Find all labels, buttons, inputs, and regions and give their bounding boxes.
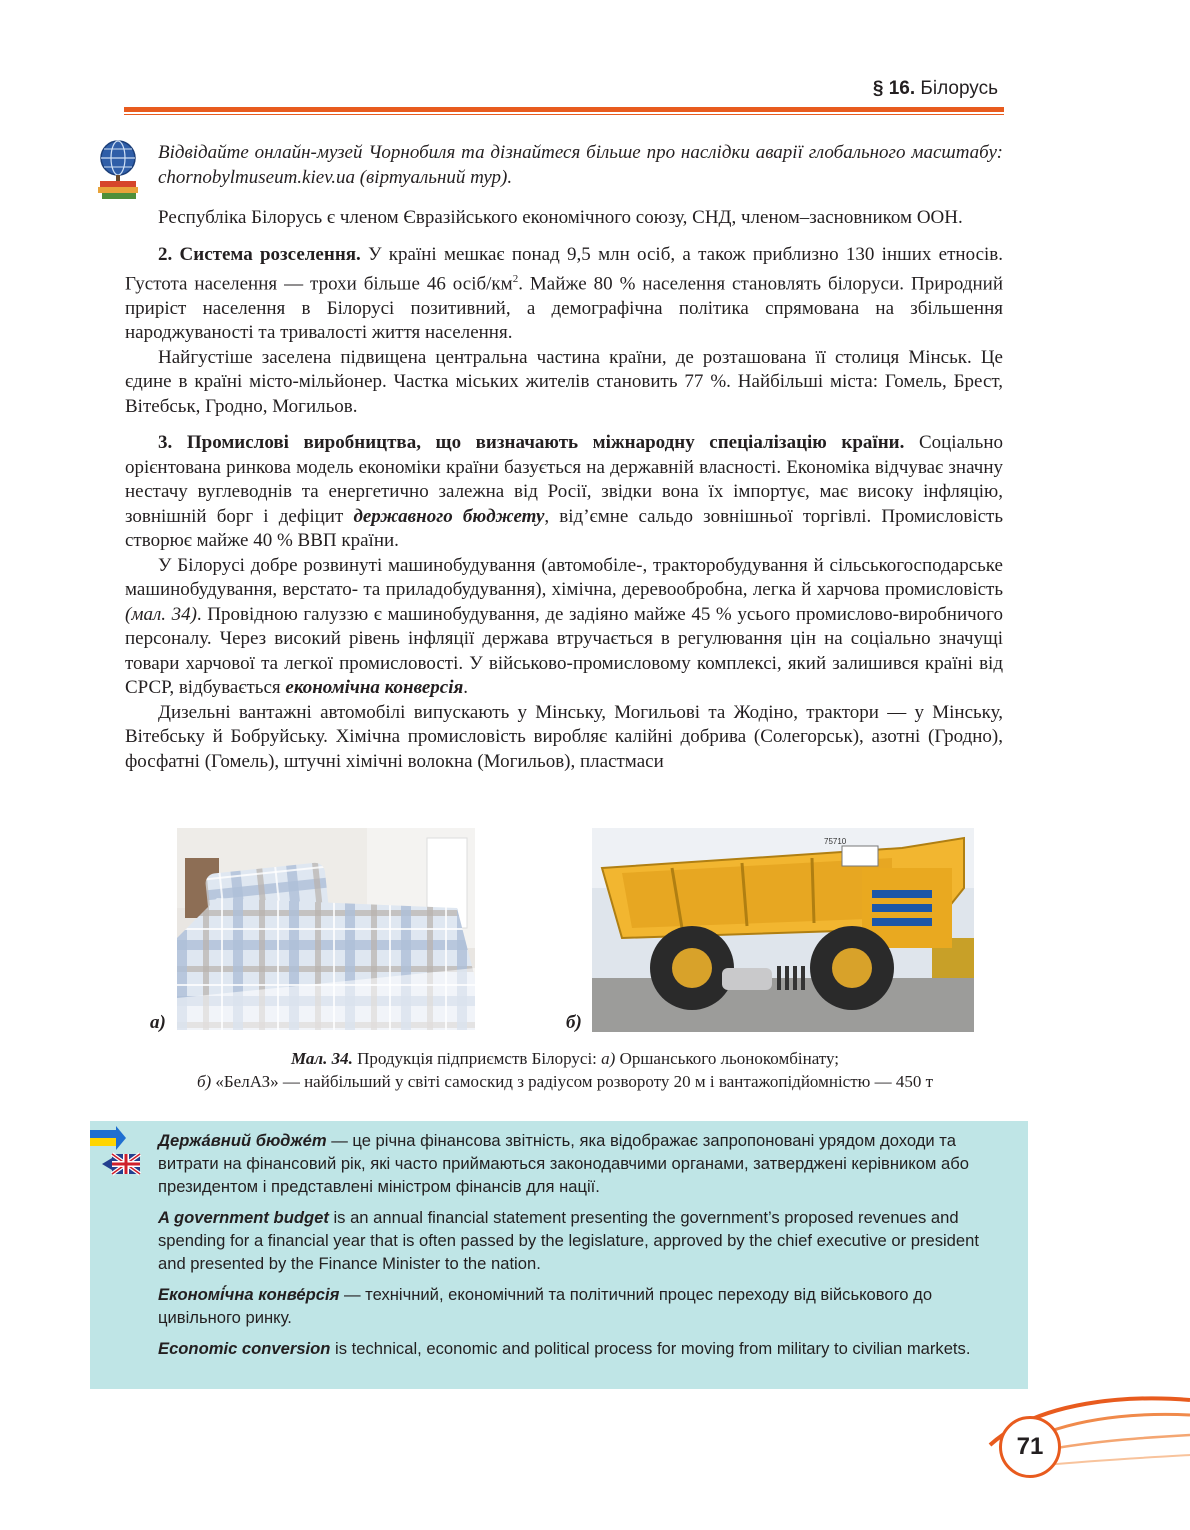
glossary-text	[158, 1129, 1003, 1368]
glossary-entry: Економі́чна конве́рсія — технічний, економічний та політичний процес переходу від військового до цивільного ринку.	[158, 1285, 933, 1327]
figure-reference: (мал. 34)	[125, 603, 197, 625]
figure-label-a: а)	[150, 1012, 166, 1033]
caption-title: Мал. 34.	[290, 1049, 353, 1068]
globe-books-icon	[96, 138, 140, 200]
glossary-entry: Держа́вний бюдже́т — це річна фінансова звітність, яка відображає запропоновані урядом доходи та витрати на фінансовий рік, які часто приймаються законодавчими органами, затверджені керівником або президентом і представлені міністром фінансів для нації.	[158, 1131, 969, 1196]
ua-uk-flags-icon	[90, 1126, 142, 1182]
figure-caption: Мал. 34. Продукція підприємств Білорусі: а) Оршанського льонокомбінату; б) «БелАЗ» — найбільший у світі самоскид з радіусом розвороту 20 м і вантажопідйомністю — 450 т	[196, 1049, 934, 1091]
glossary-term: Держа́вний бюдже́т	[158, 1131, 327, 1150]
paragraph: 2. Система розселення. У країні мешкає понад 9,5 млн осіб, а також приблизно 130 інших етносів. Густота населення — трохи більше 46 осіб/$км^2$. Майже 80 % населення становлять білоруси. Природний приріст населення в Білорусі позитивний, а демографічна політика спрямована на збільшення народжуваності та тривалості життя населення.	[125, 243, 1003, 344]
paragraph: Найгустіше заселена підвищена центральна частина країни, де розташована її столиця Мінськ. Це єдине в країні місто-мільйонер. Частка міських жителів становить 77 %. Найбільші міста: Гомель, Брест, Вітебськ, Гродно, Могильов.	[125, 346, 1003, 417]
header-rule-thin	[124, 114, 1004, 115]
running-header	[0, 78, 998, 100]
bedding-photo	[177, 828, 475, 1030]
paragraph: Дизельні вантажні автомобілі випускають у Мінську, Могильові та Жодіно, трактори — у Мінську, Вітебську й Бобруйську. Хімічна промисловість виробляє калійні добрива (Солегорськ), азотні (Гродно), фосфатні (Гомель), штучні хімічні волокна (Могильов), пластмаси	[125, 701, 1003, 772]
paragraph: Республіка Білорусь є членом Євразійського економічного союзу, СНД, членом–засновником ООН.	[158, 207, 963, 228]
header-rule	[124, 107, 1004, 112]
glossary-entry: Economic conversion is technical, economic and political process for moving from military to civilian markets.	[158, 1339, 971, 1358]
figure-label-b: б)	[566, 1012, 582, 1033]
glossary-term: Економі́чна конве́рсія	[158, 1285, 340, 1304]
paragraph: 3. Промислові виробництва, що визначають міжнародну спеціалізацію країни. Соціально орієнтована ринкова модель економіки країни базується на державній власності. Економіка відчуває значну нестачу вуглеводнів та енергетично залежна від Росії, звідки вона їх імпортує, має високу інфляцію, зовнішній борг і дефіцит державного бюджету, від’ємне сальдо зовнішньої торгівлі. Промисловість створює майже 40 % ВВП країни.	[125, 432, 1003, 552]
glossary-term: Economic conversion	[158, 1339, 331, 1358]
term-budget: державного бюджету	[353, 505, 545, 527]
intro-note: Відвідайте онлайн-музей Чорнобиля та дізнайтеся більше про наслідки аварії глобального масштабу: chornobylmuseum.kiev.ua (віртуальний тур).	[158, 142, 1003, 188]
glossary-term: A government budget	[158, 1208, 329, 1227]
paragraph: У Білорусі добре розвинуті машинобудування (автомобіле-, тракторобудування й сільськогосподарське машинобудування, верстато- та приладобудування), хімічна, деревообробна, легка й харчова промисловість (мал. 34). Провідною галуззю є машинобудування, де задіяно майже 45 % усього промислово-виробничого персоналу. Через високий рівень інфляції держава втручається в регулювання цін на соціально значущі товари харчової та легкої промисловості. У військово-промисловому комплексі, який залишився країні від СРСР, відбувається економічна конверсія.	[125, 554, 1003, 699]
section-heading: 2. Система розселення.	[158, 243, 361, 265]
page-number: 71	[999, 1416, 1061, 1478]
glossary-entry: A government budget is an annual financial statement presenting the government’s proposed revenues and spending for a financial year that is often passed by the legislature, approved by the chief executive or president and presented by the Finance Minister to the nation.	[158, 1208, 979, 1273]
term-conversion: економічна конверсія	[285, 677, 464, 699]
belaz-truck-photo	[592, 828, 974, 1032]
truck-number: 75710	[824, 837, 847, 846]
section-heading: 3. Промислові виробництва, що визначають міжнародну спеціалізацію країни.	[158, 432, 905, 454]
main-text	[125, 206, 1003, 774]
section-number: § 16.	[872, 78, 916, 99]
section-title: Білорусь	[920, 78, 998, 99]
